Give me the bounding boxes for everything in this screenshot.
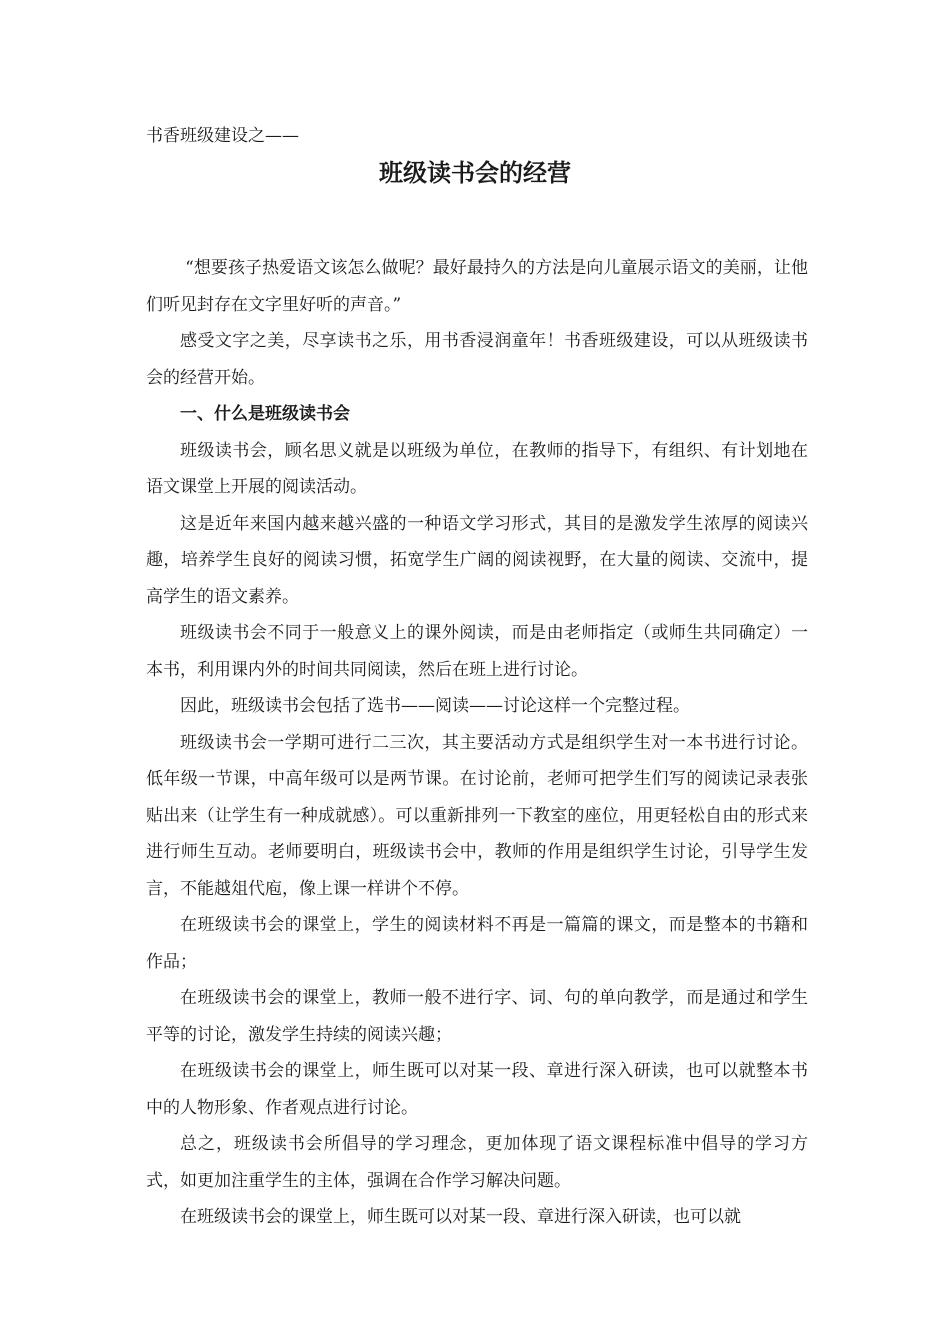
- paragraph: 班级读书会，顾名思义就是以班级为单位，在教师的指导下，有组织、有计划地在语文课堂上开展的阅读活动。: [146, 440, 808, 497]
- intro-quote: “想要孩子热爱语文该怎么做呢？最好最持久的方法是向儿童展示语文的美丽，让他们听见封存在文字里好听的声音。”: [146, 258, 808, 315]
- document-title: 班级读书会的经营: [379, 159, 571, 187]
- document-body: [146, 250, 808, 1236]
- paragraph: 在班级读书会的课堂上，教师一般不进行字、词、句的单向教学，而是通过和学生平等的讨论，激发学生持续的阅读兴趣；: [146, 988, 808, 1045]
- paragraph: 班级读书会一学期可进行二三次，其主要活动方式是组织学生对一本书进行讨论。低年级一节课，中高年级可以是两节课。在讨论前，老师可把学生们写的阅读记录表张贴出来（让学生有一种成就感）。可以重新排列一下教室的座位，用更轻松自由的形式来进行师生互动。老师要明白，班级读书会中，教师的作用是组织学生讨论，引导学生发言，不能越俎代庖，像上课一样讲个不停。: [146, 732, 808, 899]
- section-heading: 一、什么是班级读书会: [180, 404, 350, 424]
- paragraph: 总之，班级读书会所倡导的学习理念，更加体现了语文课程标准中倡导的学习方式，如更加注重学生的主体，强调在合作学习解决问题。: [146, 1134, 808, 1191]
- paragraph: 在班级读书会的课堂上，师生既可以对某一段、章进行深入研读，也可以就整本书中的人物形象、作者观点进行讨论。: [146, 1061, 808, 1118]
- paragraph: 班级读书会不同于一般意义上的课外阅读，而是由老师指定（或师生共同确定）一本书，利用课内外的时间共同阅读，然后在班上进行讨论。: [146, 623, 808, 680]
- paragraph: 因此，班级读书会包括了选书——阅读——讨论这样一个完整过程。: [180, 696, 690, 716]
- paragraph: 在班级读书会的课堂上，师生既可以对某一段、章进行深入研读，也可以就: [180, 1207, 741, 1227]
- paragraph: 在班级读书会的课堂上，学生的阅读材料不再是一篇篇的课文，而是整本的书籍和作品；: [146, 915, 808, 972]
- intro-lead: 感受文字之美，尽享读书之乐，用书香浸润童年！书香班级建设，可以从班级读书会的经营开始。: [146, 331, 808, 388]
- paragraph: 这是近年来国内越来越兴盛的一种语文学习形式，其目的是激发学生浓厚的阅读兴趣，培养学生良好的阅读习惯，拓宽学生广阔的阅读视野，在大量的阅读、交流中，提高学生的语文素养。: [146, 513, 808, 607]
- series-label: 书香班级建设之——: [146, 126, 299, 146]
